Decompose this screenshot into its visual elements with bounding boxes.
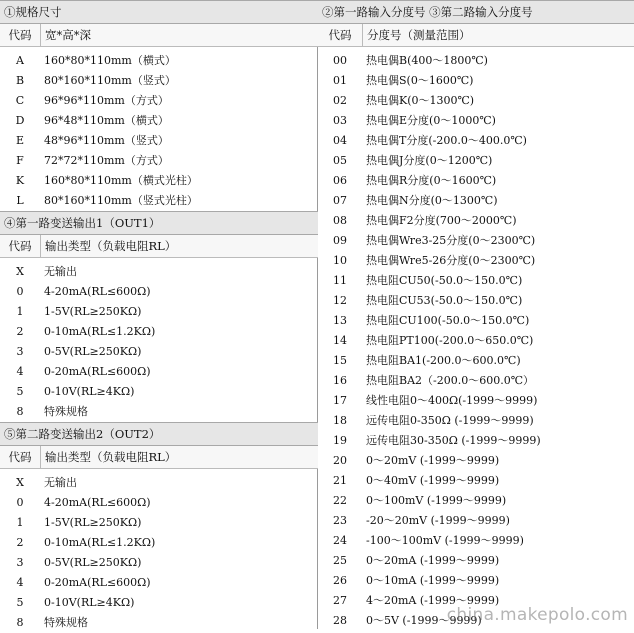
section-out2 [0,422,318,633]
row-description: 4-20mA(RL≤600Ω) [44,285,151,298]
row-code: 16 [333,374,347,387]
section-out1-column-header [0,235,318,258]
table-row [0,553,318,573]
row-description: 4-20mA(RL≤600Ω) [44,496,151,509]
row-code: 4 [16,365,24,378]
desc-column-header: 输出类型（负载电阻RL） [45,239,177,253]
section-input-column-header [318,24,634,47]
row-code: 07 [333,194,347,207]
row-description: 热电阻PT100(-200.0～650.0℃) [366,334,534,347]
table-row [318,531,634,551]
table-row [0,493,318,513]
watermark: china.makepolo.com [446,605,628,625]
row-code: E [15,134,25,147]
row-code: 02 [333,94,347,107]
row-code: 11 [333,274,347,287]
section-spec-title: ①规格尺寸 [0,0,318,24]
row-description: 热电阻BA2（-200.0～600.0℃） [366,374,535,387]
table-row [0,262,318,282]
table-row [318,91,634,111]
row-code: 5 [16,385,24,398]
row-description: 0～40mV (-1999～9999) [366,474,500,487]
row-code: 10 [333,254,347,267]
table-row [318,211,634,231]
section-spec-rows [0,47,318,211]
row-code: 17 [333,394,347,407]
row-description: -20～20mV (-1999～9999) [366,514,510,527]
row-code: 8 [16,616,24,629]
table-row [0,593,318,613]
table-row [318,571,634,591]
table-row [318,271,634,291]
row-description: 1-5V(RL≥250KΩ) [44,516,142,529]
row-code: 15 [333,354,347,367]
table-row [0,533,318,553]
row-description: 热电阻BA1(-200.0～600.0℃) [366,354,521,367]
row-description: 0～10mA (-1999～9999) [366,574,500,587]
row-description: -100～100mV (-1999～9999) [366,534,524,547]
table-row [318,71,634,91]
table-row [0,322,318,342]
row-description: 0～100mV (-1999～9999) [366,494,507,507]
table-row [0,151,318,171]
row-description: 热电偶R分度(0～1600℃) [366,174,497,187]
table-row [318,451,634,471]
row-description: 热电偶F2分度(700～2000℃) [366,214,517,227]
row-code: 06 [333,174,347,187]
row-code: 09 [333,234,347,247]
section-out1-rows [0,258,318,422]
row-code: 14 [333,334,347,347]
table-row [0,342,318,362]
row-description: 热电阻CU50(-50.0～150.0℃) [366,274,523,287]
table-row [318,511,634,531]
row-code: 5 [16,596,24,609]
table-row [0,473,318,493]
row-code: 08 [333,214,347,227]
row-description: 0-20mA(RL≤600Ω) [44,365,151,378]
table-row [318,291,634,311]
table-row [318,231,634,251]
row-code: X [16,476,24,489]
row-code: 3 [16,556,24,569]
section-out1-title: ④第一路变送输出1（OUT1） [0,211,318,235]
row-description: 1-5V(RL≥250KΩ) [44,305,142,318]
row-code: 18 [333,414,347,427]
row-code: 19 [333,434,347,447]
table-row [0,191,318,211]
section-out2-title: ⑤第二路变送输出2（OUT2） [0,422,318,446]
row-description: 160*80*110mm（横式） [44,54,176,67]
row-code: 04 [333,134,347,147]
row-description: 热电偶Wre3-25分度(0～2300℃) [366,234,536,247]
desc-column-header: 输出类型（负载电阻RL） [45,450,177,464]
row-description: 72*72*110mm（方式） [44,154,169,167]
code-column-header: 代码 [0,446,41,468]
section-input-rows [318,47,634,631]
table-row [318,331,634,351]
row-code: 2 [16,325,24,338]
table-row [0,402,318,422]
row-code: C [15,94,25,107]
section-spec-column-header [0,24,318,47]
row-description: 热电偶J分度(0～1200℃) [366,154,493,167]
row-code: 0 [16,285,24,298]
table-row [318,351,634,371]
section-out1 [0,211,318,422]
row-description: 0-5V(RL≥250KΩ) [44,556,142,569]
row-code: X [16,265,24,278]
row-code: 3 [16,345,24,358]
table-row [318,131,634,151]
row-description: 96*96*110mm（方式） [44,94,169,107]
row-description: 0～20mV (-1999～9999) [366,454,500,467]
row-code: 01 [333,74,347,87]
row-code: 24 [333,534,347,547]
row-code: 2 [16,536,24,549]
table-row [318,471,634,491]
table-row [0,302,318,322]
table-row [318,491,634,511]
section-input-title: ②第一路输入分度号 ③第二路输入分度号 [318,0,634,24]
table-row [0,111,318,131]
table-row [318,431,634,451]
row-code: 28 [333,614,347,627]
table-row [0,613,318,633]
row-code: 4 [16,576,24,589]
row-description: 96*48*110mm（横式） [44,114,169,127]
row-code: F [16,154,24,167]
desc-column-header: 分度号（测量范围） [367,28,471,42]
table-row [0,51,318,71]
row-code: K [15,174,25,187]
row-code: 20 [333,454,347,467]
row-code: 27 [333,594,347,607]
row-code: 1 [16,516,24,529]
row-code: 13 [333,314,347,327]
row-description: 远传电阻30-350Ω (-1999～9999) [366,434,541,447]
table-row [318,251,634,271]
row-code: 0 [16,496,24,509]
row-description: 0-5V(RL≥250KΩ) [44,345,142,358]
table-row [0,362,318,382]
row-code: D [15,114,25,127]
table-row [318,311,634,331]
row-code: 8 [16,405,24,418]
row-description: 4～20mA (-1999～9999) [366,594,500,607]
row-description: 热电偶N分度(0～1300℃) [366,194,498,207]
row-description: 无输出 [44,476,77,489]
table-row [318,411,634,431]
row-code: 03 [333,114,347,127]
row-code: 25 [333,554,347,567]
section-out2-column-header [0,446,318,469]
desc-column-header: 宽*高*深 [45,28,91,42]
row-description: 远传电阻0-350Ω (-1999～9999) [366,414,534,427]
row-code: 00 [333,54,347,67]
table-row [318,51,634,71]
row-code: 21 [333,474,347,487]
code-column-header: 代码 [0,235,41,257]
row-code: 23 [333,514,347,527]
row-description: 0-10mA(RL≤1.2KΩ) [44,536,156,549]
row-description: 热电偶E分度(0～1000℃) [366,114,496,127]
table-row [318,371,634,391]
table-row [318,171,634,191]
table-row [0,91,318,111]
row-description: 48*96*110mm（竖式） [44,134,169,147]
code-column-header: 代码 [0,24,41,46]
section-input [318,0,634,631]
row-description: 0-10V(RL≥4KΩ) [44,385,135,398]
row-code: 22 [333,494,347,507]
row-description: 线性电阻0～400Ω(-1999～9999) [366,394,538,407]
table-row [0,171,318,191]
row-description: 无输出 [44,265,77,278]
row-code: A [16,54,24,67]
table-row [0,382,318,402]
table-row [0,573,318,593]
row-description: 热电偶S(0～1600℃) [366,74,474,87]
table-row [318,151,634,171]
table-row [0,282,318,302]
section-spec [0,0,318,211]
row-description: 0-10V(RL≥4KΩ) [44,596,135,609]
right-column [318,0,634,631]
row-description: 热电偶T分度(-200.0～400.0℃) [366,134,527,147]
row-description: 0-20mA(RL≤600Ω) [44,576,151,589]
code-column-header: 代码 [318,24,363,46]
row-description: 热电偶B(400～1800℃) [366,54,488,67]
row-description: 0～20mA (-1999～9999) [366,554,500,567]
row-code: 12 [333,294,347,307]
table-row [0,513,318,533]
row-description: 热电偶Wre5-26分度(0～2300℃) [366,254,536,267]
row-description: 80*160*110mm（竖式光柱） [44,194,198,207]
table-row [318,391,634,411]
table-row [318,551,634,571]
row-code: 05 [333,154,347,167]
row-description: 特殊规格 [44,616,88,629]
section-out2-rows [0,469,318,633]
row-description: 热电偶K(0～1300℃) [366,94,475,107]
row-description: 热电阻CU100(-50.0～150.0℃) [366,314,530,327]
row-description: 热电阻CU53(-50.0～150.0℃) [366,294,523,307]
row-description: 0～5V (-1999～9999) [366,614,482,627]
row-code: B [15,74,25,87]
table-row [318,111,634,131]
table-row [0,131,318,151]
row-description: 80*160*110mm（竖式） [44,74,176,87]
row-code: L [16,194,24,207]
table-row [0,71,318,91]
row-description: 160*80*110mm（横式光柱） [44,174,198,187]
row-description: 特殊规格 [44,405,88,418]
row-description: 0-10mA(RL≤1.2KΩ) [44,325,156,338]
row-code: 1 [16,305,24,318]
table-row [318,191,634,211]
row-code: 26 [333,574,347,587]
